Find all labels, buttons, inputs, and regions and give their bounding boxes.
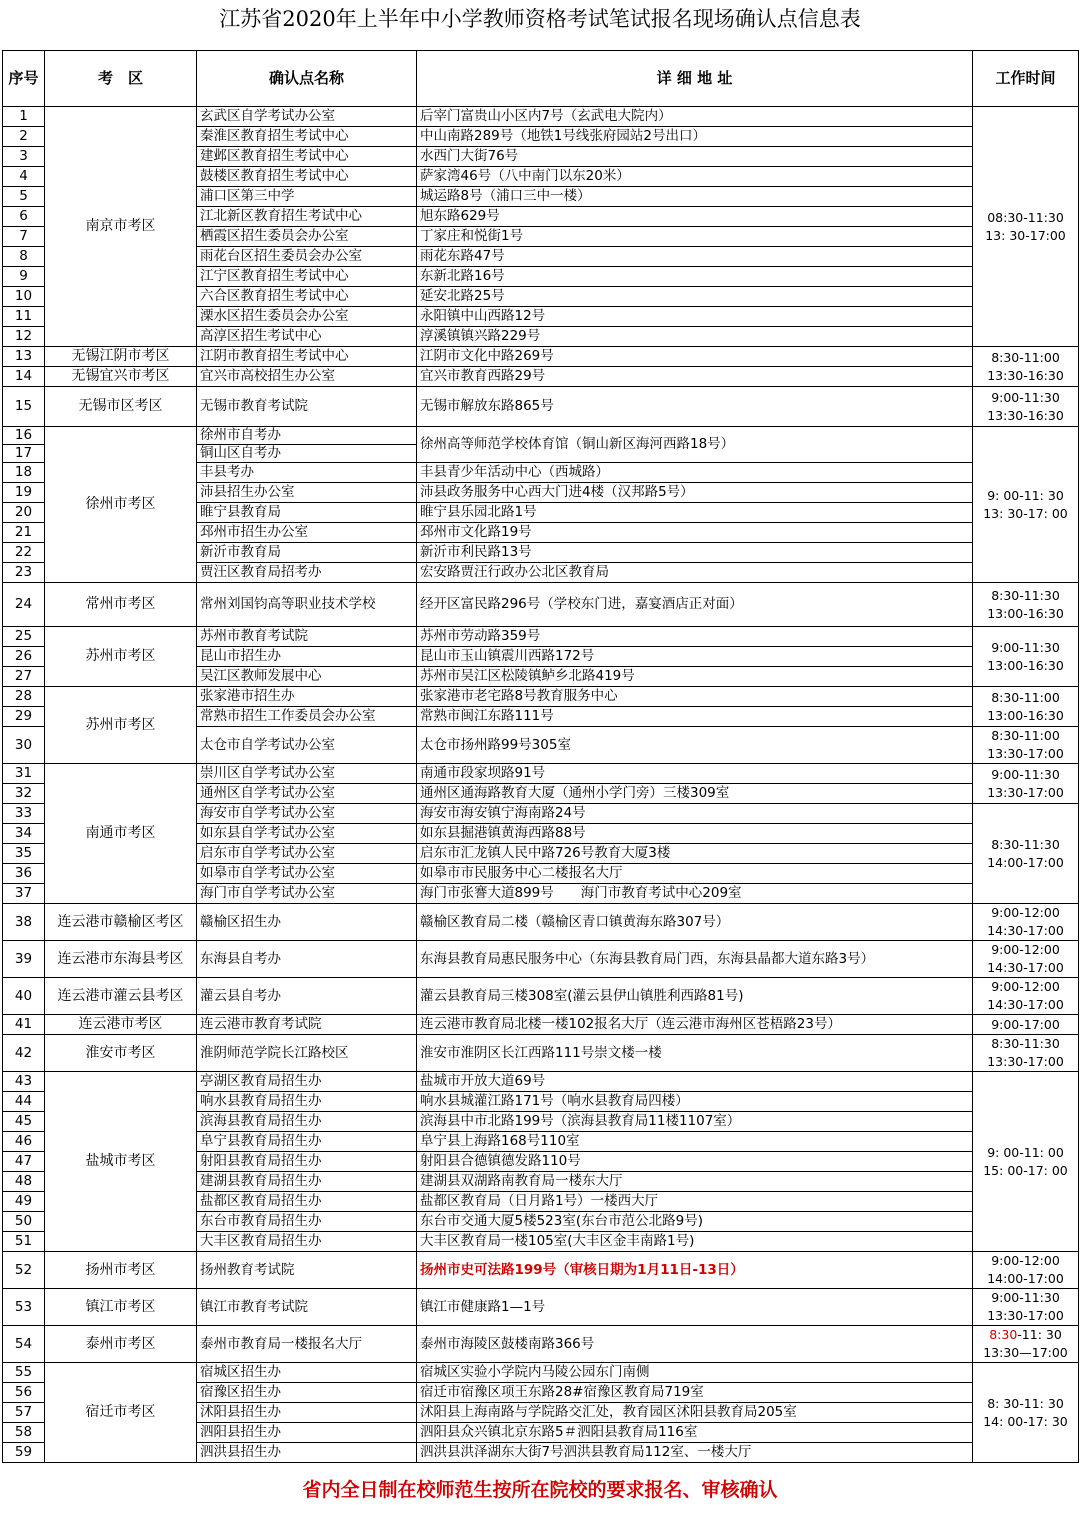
time-line: 13:30-17:00 — [987, 784, 1064, 800]
cell-district: 连云港市东海县考区 — [45, 941, 197, 978]
cell-time — [973, 1015, 1079, 1035]
time-line: 9:00-12:00 — [991, 1253, 1060, 1268]
cell-address: 东台市交通大厦5楼523室(东台市范公北路9号) — [417, 1212, 973, 1232]
cell-site: 沛县招生办公室 — [197, 483, 417, 503]
cell-seq: 27 — [3, 667, 45, 687]
cell-address: 海安市海安镇宁海南路24号 — [417, 804, 973, 824]
cell-site: 建邺区教育招生考试中心 — [197, 147, 417, 167]
cell-address: 滨海县中市北路199号（滨海县教育局11楼1107室） — [417, 1112, 973, 1132]
cell-seq: 32 — [3, 784, 45, 804]
cell-site: 溧水区招生委员会办公室 — [197, 307, 417, 327]
cell-seq: 18 — [3, 463, 45, 483]
table-row — [3, 107, 1079, 127]
cell-site: 张家港市招生办 — [197, 687, 417, 707]
cell-address: 苏州市劳动路359号 — [417, 627, 973, 647]
cell-site: 苏州市教育考试院 — [197, 627, 417, 647]
time-line: 13:00-16:30 — [987, 605, 1064, 621]
cell-seq: 52 — [3, 1252, 45, 1289]
cell-seq: 16 — [3, 427, 45, 445]
cell-district: 连云港市赣榆区考区 — [45, 904, 197, 941]
cell-time — [973, 427, 1079, 583]
cell-site: 太仓市自学考试办公室 — [197, 727, 417, 764]
header-district: 考 区 — [45, 51, 197, 107]
cell-seq: 33 — [3, 804, 45, 824]
cell-site: 玄武区自学考试办公室 — [197, 107, 417, 127]
cell-site: 江北新区教育招生考试中心 — [197, 207, 417, 227]
cell-address: 太仓市扬州路99号305室 — [417, 727, 973, 764]
cell-district: 苏州市考区 — [45, 687, 197, 764]
time-line: 9:00-11:30 — [991, 766, 1060, 782]
cell-address: 经开区富民路296号（学校东门进，嘉宴酒店正对面） — [417, 583, 973, 627]
cell-site: 常熟市招生工作委员会办公室 — [197, 707, 417, 727]
table-row — [3, 1326, 1079, 1363]
cell-site: 无锡市教育考试院 — [197, 387, 417, 427]
table-row — [3, 1289, 1079, 1326]
cell-time — [973, 978, 1079, 1015]
cell-seq: 54 — [3, 1326, 45, 1363]
cell-address: 阜宁县上海路168号110室 — [417, 1132, 973, 1152]
table-row — [3, 978, 1079, 1015]
cell-seq: 1 — [3, 107, 45, 127]
cell-seq: 34 — [3, 824, 45, 844]
cell-district: 连云港市灌云县考区 — [45, 978, 197, 1015]
cell-seq: 14 — [3, 367, 45, 387]
cell-address: 徐州高等师范学校体育馆（铜山新区海河西路18号） — [417, 427, 973, 463]
table-row — [3, 764, 1079, 784]
time-line: 14:00-17:00 — [987, 854, 1064, 870]
cell-time — [973, 627, 1079, 687]
cell-site: 沭阳县招生办 — [197, 1403, 417, 1423]
cell-seq: 37 — [3, 884, 45, 904]
cell-address: 萨家湾46号（八中南门以东20米） — [417, 167, 973, 187]
time-line: 8:30-11:00 — [991, 689, 1060, 705]
cell-seq: 5 — [3, 187, 45, 207]
header-time: 工作时间 — [973, 51, 1079, 107]
header-site: 确认点名称 — [197, 51, 417, 107]
cell-district: 无锡宜兴市考区 — [45, 367, 197, 387]
cell-site: 灌云县自考办 — [197, 978, 417, 1015]
cell-site: 高淳区招生考试中心 — [197, 327, 417, 347]
cell-site: 江宁区教育招生考试中心 — [197, 267, 417, 287]
cell-seq: 53 — [3, 1289, 45, 1326]
cell-address: 无锡市解放东路865号 — [417, 387, 973, 427]
cell-address: 水西门大街76号 — [417, 147, 973, 167]
cell-address: 东新北路16号 — [417, 267, 973, 287]
cell-district: 泰州市考区 — [45, 1326, 197, 1363]
time-line: 13:30-17:00 — [987, 1308, 1064, 1323]
cell-address: 张家港市老宅路8号教育服务中心 — [417, 687, 973, 707]
cell-seq: 29 — [3, 707, 45, 727]
time-line: 9: 00-11: 00 — [987, 1144, 1064, 1160]
cell-address: 新沂市利民路13号 — [417, 543, 973, 563]
time-line: 8:30-11:30 — [991, 1036, 1060, 1051]
time-line: 9:00-11:30 — [991, 639, 1060, 655]
cell-time — [973, 347, 1079, 387]
time-end: -11: 30 — [1017, 1327, 1062, 1342]
cell-address: 赣榆区教育局二楼（赣榆区青口镇黄海东路307号） — [417, 904, 973, 941]
time-line: 14: 00-17: 30 — [983, 1413, 1068, 1429]
cell-address: 永阳镇中山西路12号 — [417, 307, 973, 327]
cell-site: 栖霞区招生委员会办公室 — [197, 227, 417, 247]
cell-address: 响水县城灌江路171号（响水县教育局四楼） — [417, 1092, 973, 1112]
cell-seq: 47 — [3, 1152, 45, 1172]
cell-district: 宿迁市考区 — [45, 1363, 197, 1463]
cell-address: 丰县青少年活动中心（西城路） — [417, 463, 973, 483]
time-line: 13:30—17:00 — [983, 1345, 1068, 1360]
cell-seq: 28 — [3, 687, 45, 707]
cell-site: 徐州市自考办 — [197, 427, 417, 445]
cell-address: 常熟市闽江东路111号 — [417, 707, 973, 727]
cell-site: 东台市教育局招生办 — [197, 1212, 417, 1232]
cell-address: 盐城市开放大道69号 — [417, 1072, 973, 1092]
cell-district: 扬州市考区 — [45, 1252, 197, 1289]
cell-site: 泗阳县招生办 — [197, 1423, 417, 1443]
cell-time — [973, 1363, 1079, 1463]
cell-address: 宜兴市教育西路29号 — [417, 367, 973, 387]
cell-time — [973, 1326, 1079, 1363]
cell-address: 启东市汇龙镇人民中路726号教育大厦3楼 — [417, 844, 973, 864]
cell-seq: 20 — [3, 503, 45, 523]
cell-address: 苏州市吴江区松陵镇鲈乡北路419号 — [417, 667, 973, 687]
time-line: 9:00-17:00 — [991, 1016, 1060, 1032]
cell-time — [973, 1072, 1079, 1252]
time-line: 13: 30-17:00 — [985, 227, 1066, 243]
table-row — [3, 583, 1079, 627]
cell-site: 滨海县教育局招生办 — [197, 1112, 417, 1132]
time-line: 13:30-16:30 — [987, 367, 1064, 383]
cell-seq: 2 — [3, 127, 45, 147]
cell-seq: 44 — [3, 1092, 45, 1112]
time-line: 08:30-11:30 — [987, 209, 1064, 225]
time-line: 8: 30-11: 30 — [987, 1395, 1064, 1411]
cell-site: 宜兴市高校招生办公室 — [197, 367, 417, 387]
cell-site: 昆山市招生办 — [197, 647, 417, 667]
time-line: 14:00-17:00 — [987, 1271, 1064, 1286]
cell-site: 邳州市招生办公室 — [197, 523, 417, 543]
cell-seq: 57 — [3, 1403, 45, 1423]
cell-site: 宿豫区招生办 — [197, 1383, 417, 1403]
cell-seq: 30 — [3, 727, 45, 764]
cell-seq: 50 — [3, 1212, 45, 1232]
cell-address: 建湖县双湖路南教育局一楼东大厅 — [417, 1172, 973, 1192]
cell-district: 苏州市考区 — [45, 627, 197, 687]
cell-seq: 40 — [3, 978, 45, 1015]
cell-district: 无锡市区考区 — [45, 387, 197, 427]
cell-address: 盐都区教育局（日月路1号）一楼西大厅 — [417, 1192, 973, 1212]
cell-site: 赣榆区招生办 — [197, 904, 417, 941]
time-line: 13:30-17:00 — [987, 746, 1064, 761]
cell-district: 南京市考区 — [45, 107, 197, 347]
time-line: 15: 00-17: 00 — [983, 1162, 1068, 1178]
cell-address: 后宰门富贵山小区内7号（玄武电大院内） — [417, 107, 973, 127]
cell-site: 鼓楼区教育招生考试中心 — [197, 167, 417, 187]
cell-seq: 8 — [3, 247, 45, 267]
time-start-red: 8:30 — [989, 1327, 1018, 1342]
cell-site: 泗洪县招生办 — [197, 1443, 417, 1463]
cell-site: 连云港市教育考试院 — [197, 1015, 417, 1035]
page-title: 江苏省2020年上半年中小学教师资格考试笔试报名现场确认点信息表 — [219, 7, 861, 31]
cell-time — [973, 941, 1079, 978]
cell-time — [973, 727, 1079, 764]
cell-site: 射阳县教育局招生办 — [197, 1152, 417, 1172]
cell-site: 海门市自学考试办公室 — [197, 884, 417, 904]
cell-site: 雨花台区招生委员会办公室 — [197, 247, 417, 267]
cell-site: 淮阴师范学院长江路校区 — [197, 1035, 417, 1072]
cell-address: 泰州市海陵区鼓楼南路366号 — [417, 1326, 973, 1363]
cell-address: 宏安路贾汪行政办公北区教育局 — [417, 563, 973, 583]
time-line: 13:30-16:30 — [987, 407, 1064, 423]
cell-time — [973, 764, 1079, 804]
header-address: 详 细 地 址 — [417, 51, 973, 107]
cell-seq: 56 — [3, 1383, 45, 1403]
cell-seq: 51 — [3, 1232, 45, 1252]
table-row — [3, 1252, 1079, 1289]
cell-district: 常州市考区 — [45, 583, 197, 627]
cell-seq: 11 — [3, 307, 45, 327]
cell-seq: 23 — [3, 563, 45, 583]
cell-address: 南通市段家坝路91号 — [417, 764, 973, 784]
cell-seq: 55 — [3, 1363, 45, 1383]
cell-site: 江阴市教育招生考试中心 — [197, 347, 417, 367]
cell-site: 铜山区自考办 — [197, 445, 417, 463]
cell-site: 启东市自学考试办公室 — [197, 844, 417, 864]
cell-seq: 3 — [3, 147, 45, 167]
cell-address: 扬州市史可法路199号（审核日期为1月11日-13日） — [417, 1252, 973, 1289]
cell-seq: 42 — [3, 1035, 45, 1072]
cell-time — [973, 1035, 1079, 1072]
cell-site: 睢宁县教育局 — [197, 503, 417, 523]
cell-address: 海门市张謇大道899号 海门市教育考试中心209室 — [417, 884, 973, 904]
table-row — [3, 687, 1079, 707]
time-line: 9:00-12:00 — [991, 979, 1060, 994]
time-line: 9:00-11:30 — [991, 1290, 1060, 1305]
table-row — [3, 1035, 1079, 1072]
cell-district: 镇江市考区 — [45, 1289, 197, 1326]
cell-seq: 38 — [3, 904, 45, 941]
cell-address: 中山南路289号（地铁1号线张府园站2号出口） — [417, 127, 973, 147]
cell-site: 六合区教育招生考试中心 — [197, 287, 417, 307]
cell-time — [973, 904, 1079, 941]
cell-seq: 35 — [3, 844, 45, 864]
cell-site: 建湖县教育局招生办 — [197, 1172, 417, 1192]
table-row — [3, 347, 1079, 367]
cell-address: 镇江市健康路1—1号 — [417, 1289, 973, 1326]
time-line: 13:00-16:30 — [987, 707, 1064, 723]
cell-site: 阜宁县教育局招生办 — [197, 1132, 417, 1152]
cell-district: 南通市考区 — [45, 764, 197, 904]
cell-site: 丰县考办 — [197, 463, 417, 483]
cell-time — [973, 1289, 1079, 1326]
cell-seq: 22 — [3, 543, 45, 563]
time-line: 9:00-11:30 — [991, 389, 1060, 405]
cell-seq: 17 — [3, 445, 45, 463]
cell-address: 沛县政务服务中心西大门进4楼（汉邦路5号） — [417, 483, 973, 503]
cell-address: 泗洪县洪泽湖东大街7号泗洪县教育局112室、一楼大厅 — [417, 1443, 973, 1463]
cell-time — [973, 387, 1079, 427]
table-header — [3, 51, 1079, 107]
time-line: 8:30-11:00 — [991, 349, 1060, 365]
cell-address: 丁家庄和悦街1号 — [417, 227, 973, 247]
cell-address: 睢宁县乐园北路1号 — [417, 503, 973, 523]
cell-seq: 31 — [3, 764, 45, 784]
info-table — [2, 50, 1079, 1463]
cell-seq: 45 — [3, 1112, 45, 1132]
cell-site: 海安市自学考试办公室 — [197, 804, 417, 824]
footer-note: 省内全日制在校师范生按所在院校的要求报名、审核确认 — [302, 1479, 778, 1501]
cell-address: 宿迁市宿豫区项王东路28#宿豫区教育局719室 — [417, 1383, 973, 1403]
cell-time — [973, 1252, 1079, 1289]
cell-seq: 59 — [3, 1443, 45, 1463]
cell-seq: 4 — [3, 167, 45, 187]
cell-seq: 46 — [3, 1132, 45, 1152]
cell-time — [973, 687, 1079, 727]
cell-address: 延安北路25号 — [417, 287, 973, 307]
cell-seq: 9 — [3, 267, 45, 287]
cell-district: 淮安市考区 — [45, 1035, 197, 1072]
cell-site: 响水县教育局招生办 — [197, 1092, 417, 1112]
cell-site: 通州区自学考试办公室 — [197, 784, 417, 804]
cell-address: 宿城区实验小学院内马陵公园东门南侧 — [417, 1363, 973, 1383]
cell-site: 常州刘国钧高等职业技术学校 — [197, 583, 417, 627]
cell-time — [973, 107, 1079, 347]
cell-site: 扬州教育考试院 — [197, 1252, 417, 1289]
cell-site: 宿城区招生办 — [197, 1363, 417, 1383]
cell-seq: 58 — [3, 1423, 45, 1443]
table-row — [3, 904, 1079, 941]
cell-site: 浦口区第三中学 — [197, 187, 417, 207]
cell-time — [973, 583, 1079, 627]
cell-district: 无锡江阴市考区 — [45, 347, 197, 367]
cell-address: 通州区通海路教育大厦（通州小学门旁）三楼309室 — [417, 784, 973, 804]
cell-address: 淳溪镇镇兴路229号 — [417, 327, 973, 347]
cell-site: 吴江区教师发展中心 — [197, 667, 417, 687]
cell-site: 大丰区教育局招生办 — [197, 1232, 417, 1252]
table-row — [3, 1072, 1079, 1092]
cell-time — [973, 804, 1079, 904]
time-line: 13:00-16:30 — [987, 657, 1064, 673]
table-row — [3, 367, 1079, 387]
cell-district: 徐州市考区 — [45, 427, 197, 583]
cell-seq: 13 — [3, 347, 45, 367]
cell-address: 如皋市市民服务中心二楼报名大厅 — [417, 864, 973, 884]
cell-site: 贾汪区教育局招考办 — [197, 563, 417, 583]
cell-site: 镇江市教育考试院 — [197, 1289, 417, 1326]
cell-seq: 6 — [3, 207, 45, 227]
cell-address: 江阴市文化中路269号 — [417, 347, 973, 367]
cell-address: 连云港市教育局北楼一楼102报名大厅（连云港市海州区苍梧路23号） — [417, 1015, 973, 1035]
cell-address: 淮安市淮阴区长江西路111号崇文楼一楼 — [417, 1035, 973, 1072]
cell-seq: 49 — [3, 1192, 45, 1212]
cell-site: 亭湖区教育局招生办 — [197, 1072, 417, 1092]
time-line: 8:30-11:30 — [991, 587, 1060, 603]
cell-seq: 36 — [3, 864, 45, 884]
header-seq: 序号 — [3, 51, 45, 107]
time-line: 9:00-12:00 — [991, 942, 1060, 957]
cell-district: 盐城市考区 — [45, 1072, 197, 1252]
cell-seq: 15 — [3, 387, 45, 427]
cell-address: 旭东路629号 — [417, 207, 973, 227]
cell-seq: 12 — [3, 327, 45, 347]
cell-site: 泰州市教育局一楼报名大厅 — [197, 1326, 417, 1363]
time-line — [976, 1326, 1075, 1344]
cell-seq: 7 — [3, 227, 45, 247]
cell-seq: 19 — [3, 483, 45, 503]
cell-address: 灌云县教育局三楼308室(灌云县伊山镇胜利西路81号) — [417, 978, 973, 1015]
time-line: 13:30-17:00 — [987, 1054, 1064, 1069]
cell-address: 东海县教育局惠民服务中心（东海县教育局门西，东海县晶都大道东路3号） — [417, 941, 973, 978]
cell-address: 雨花东路47号 — [417, 247, 973, 267]
table-row — [3, 1015, 1079, 1035]
cell-address: 昆山市玉山镇震川西路172号 — [417, 647, 973, 667]
cell-address: 沭阳县上海南路与学院路交汇处，教育园区沭阳县教育局205室 — [417, 1403, 973, 1423]
cell-site: 秦淮区教育招生考试中心 — [197, 127, 417, 147]
cell-site: 如东县自学考试办公室 — [197, 824, 417, 844]
cell-address: 射阳县合德镇德发路110号 — [417, 1152, 973, 1172]
cell-address: 如东县掘港镇黄海西路88号 — [417, 824, 973, 844]
cell-seq: 21 — [3, 523, 45, 543]
cell-seq: 43 — [3, 1072, 45, 1092]
time-line: 8:30-11:30 — [991, 836, 1060, 852]
cell-seq: 24 — [3, 583, 45, 627]
time-line: 8:30-11:00 — [991, 728, 1060, 743]
time-line: 13: 30-17: 00 — [983, 505, 1068, 521]
table-row — [3, 941, 1079, 978]
cell-site: 崇川区自学考试办公室 — [197, 764, 417, 784]
cell-seq: 26 — [3, 647, 45, 667]
cell-site: 东海县自考办 — [197, 941, 417, 978]
time-line: 14:30-17:00 — [987, 997, 1064, 1012]
cell-seq: 48 — [3, 1172, 45, 1192]
cell-site: 新沂市教育局 — [197, 543, 417, 563]
cell-address: 大丰区教育局一楼105室(大丰区金丰南路1号) — [417, 1232, 973, 1252]
cell-seq: 10 — [3, 287, 45, 307]
cell-address: 邳州市文化路19号 — [417, 523, 973, 543]
cell-seq: 25 — [3, 627, 45, 647]
table-row — [3, 627, 1079, 647]
cell-site: 如皋市自学考试办公室 — [197, 864, 417, 884]
cell-seq: 39 — [3, 941, 45, 978]
cell-district: 连云港市考区 — [45, 1015, 197, 1035]
cell-address: 城运路8号（浦口三中一楼） — [417, 187, 973, 207]
cell-seq: 41 — [3, 1015, 45, 1035]
cell-address: 泗阳县众兴镇北京东路5＃泗阳县教育局116室 — [417, 1423, 973, 1443]
cell-site: 盐都区教育局招生办 — [197, 1192, 417, 1212]
time-line: 9: 00-11: 30 — [987, 487, 1064, 503]
time-line: 14:30-17:00 — [987, 960, 1064, 975]
table-row — [3, 387, 1079, 427]
time-line: 9:00-12:00 — [991, 905, 1060, 920]
table-row — [3, 427, 1079, 445]
table-row — [3, 1363, 1079, 1383]
time-line: 14:30-17:00 — [987, 923, 1064, 938]
